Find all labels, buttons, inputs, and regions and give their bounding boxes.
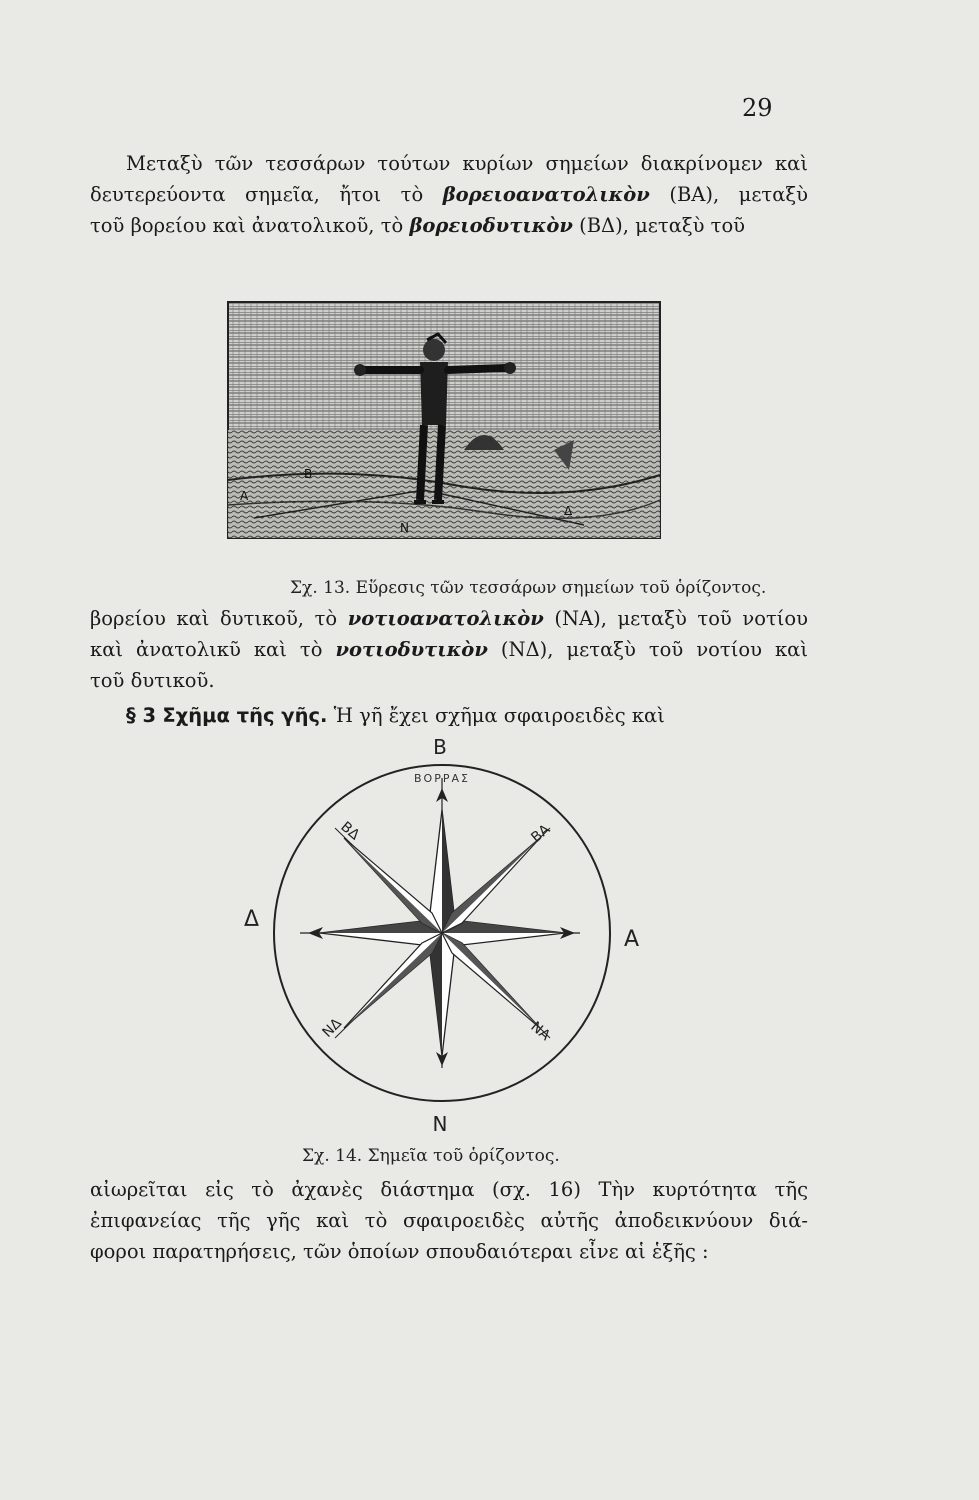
page-number: 29	[742, 94, 773, 122]
text-line: φοροι παρατηρήσεις, τῶν ὁποίων σπουδαιότεραι εἶνε αἱ ἑξῆς :	[90, 1240, 709, 1263]
label-arc: ΒΟΡΡΑΣ	[414, 772, 470, 785]
text-span: τοῦ βορείου καὶ ἀνατολικοῦ, τὸ	[90, 214, 410, 237]
text-span: (ΝΔ), μεταξὺ τοῦ νοτίου καὶ	[487, 638, 808, 661]
figure-14-compass-rose	[240, 738, 640, 1138]
text-line	[90, 179, 808, 210]
label-west: Δ	[244, 907, 260, 932]
text-span: (ΒΔ), μεταξὺ τοῦ	[572, 214, 746, 237]
text-span: (ΒΑ), μεταξὺ	[649, 183, 808, 206]
term-northeast: βορειοανατολικὸν	[442, 183, 650, 206]
paragraph-intro	[90, 148, 808, 241]
section-text: Ἡ γῆ ἔχει σχῆμα σφαιροειδὲς καὶ	[327, 704, 665, 727]
text-line: αἰωρεῖται εἰς τὸ ἀχανὲς διάστημα (σχ. 16) Τὴν κυρτότητα τῆς	[90, 1178, 808, 1201]
text-line: τοῦ δυτικοῦ.	[90, 669, 215, 692]
text-line	[90, 210, 808, 241]
text-line	[90, 634, 808, 665]
svg-text:B: B	[304, 467, 313, 481]
paragraph-continued	[90, 603, 808, 696]
text-span: δευτερεύοντα σημεῖα, ἤτοι τὸ	[90, 183, 443, 206]
figure-13-engraving	[224, 300, 664, 540]
term-southeast: νοτιοανατολικὸν	[347, 607, 544, 630]
svg-text:N: N	[400, 521, 409, 535]
text-line: ἐπιφανείας τῆς γῆς καὶ τὸ σφαιροειδὲς αὐτῆς ἀποδεικνύουν διά-	[90, 1209, 808, 1232]
paragraph-final	[90, 1174, 808, 1267]
text-span: βορείου καὶ δυτικοῦ, τὸ	[90, 607, 348, 630]
text-span: (ΝΑ), μεταξὺ τοῦ νοτίου	[543, 607, 808, 630]
label-south: N	[432, 1112, 448, 1136]
section-title: Σχῆμα τῆς γῆς.	[162, 704, 328, 727]
text-line	[126, 700, 808, 731]
label-east: A	[624, 927, 640, 952]
svg-text:A: A	[240, 489, 249, 503]
section-number: § 3	[126, 704, 157, 727]
section-3	[126, 700, 808, 731]
label-ne: ΒΑ	[528, 821, 554, 847]
label-se: ΝΑ	[527, 1018, 554, 1044]
label-top-b: B	[433, 738, 447, 759]
label-nw: ΒΔ	[337, 818, 363, 844]
label-sw: ΝΔ	[319, 1015, 346, 1041]
text-line	[90, 603, 808, 634]
figure-14-caption: Σχ. 14. Σημεῖα τοῦ ὁρίζοντος.	[302, 1146, 560, 1166]
text-span: καὶ ἀνατολικῦ καὶ τὸ	[90, 638, 336, 661]
term-northwest: βορειοδυτικὸν	[409, 214, 573, 237]
term-southwest: νοτιοδυτικὸν	[335, 638, 488, 661]
text-line: Μεταξὺ τῶν τεσσάρων τούτων κυρίων σημείων διακρίνομεν καὶ	[126, 152, 808, 175]
figure-13-caption: Σχ. 13. Εὕρεσις τῶν τεσσάρων σημείων τοῦ ὁρίζοντος.	[290, 578, 767, 598]
svg-text:Δ: Δ	[564, 504, 573, 518]
